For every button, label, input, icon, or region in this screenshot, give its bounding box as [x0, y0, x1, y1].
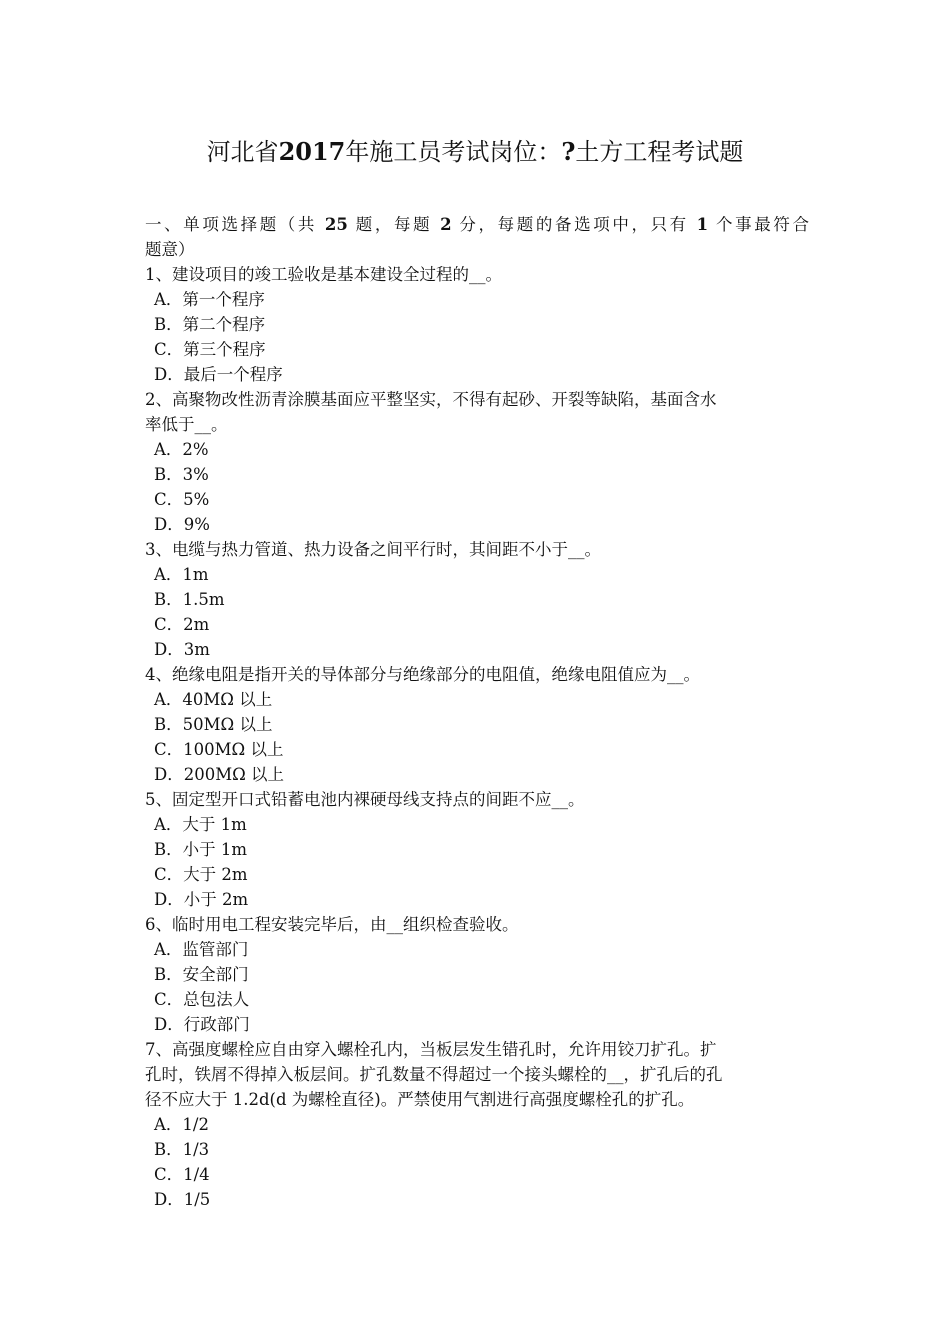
exam-content: [145, 212, 809, 1212]
question-4-option-a: A．40MΩ 以上: [154, 690, 273, 709]
question-5-option-a: A．大于 1m: [154, 815, 247, 834]
question-3-text: 3、电缆与热力管道、热力设备之间平行时，其间距不小于__。: [145, 540, 601, 559]
question-1-option-c: C．第三个程序: [154, 340, 266, 359]
question-5-option-d: D．小于 2m: [154, 890, 249, 909]
question-3-option-d: D．3m: [154, 640, 210, 659]
title-part-3: 土方工程考试题: [575, 138, 744, 166]
question-4-option-b: B．50MΩ 以上: [154, 715, 273, 734]
question-2-option-b: B．3%: [154, 465, 209, 484]
section-one: 1: [696, 215, 709, 234]
title-year: 2017: [278, 137, 346, 166]
question-7-option-d: D．1/5: [154, 1190, 211, 1209]
question-6-option-b: B．安全部门: [154, 965, 249, 984]
question-5-option-c: C．大于 2m: [154, 865, 248, 884]
section-heading: [145, 212, 809, 237]
section-question-count: 25: [324, 215, 348, 234]
question-6-option-a: A．监管部门: [154, 940, 249, 959]
question-4-option-c: C．100MΩ 以上: [154, 740, 284, 759]
question-7-text-line-3: 径不应大于 1.2d(d 为螺栓直径)。严禁使用气割进行高强度螺栓孔的扩孔。: [145, 1090, 695, 1109]
question-3-option-b: B．1.5m: [154, 590, 225, 609]
question-6-text: 6、临时用电工程安装完毕后，由__组织检查验收。: [145, 915, 519, 934]
section-heading-line-2: 题意）: [145, 240, 195, 259]
question-5-text: 5、固定型开口式铅蓄电池内裸硬母线支持点的间距不应__。: [145, 790, 585, 809]
question-2-option-a: A．2%: [154, 440, 209, 459]
section-lead: 一、单项选择题（共: [145, 215, 325, 234]
question-6-option-c: C．总包法人: [154, 990, 250, 1009]
question-4-text: 4、绝缘电阻是指开关的导体部分与绝缘部分的电阻值，绝缘电阻值应为__。: [145, 665, 700, 684]
title-part-1: 河北省: [206, 138, 279, 166]
question-1-option-d: D．最后一个程序: [154, 365, 283, 384]
question-1-option-a: A．第一个程序: [154, 290, 265, 309]
question-7-option-b: B．1/3: [154, 1140, 210, 1159]
question-7-text-line-2: 孔时，铁屑不得掉入板层间。扩孔数量不得超过一个接头螺栓的__，扩孔后的孔: [145, 1065, 723, 1084]
question-2-option-c: C．5%: [154, 490, 210, 509]
section-tail: 个事最符合: [708, 215, 809, 234]
question-2-option-d: D．9%: [154, 515, 210, 534]
question-2-text-line-2: 率低于__。: [145, 415, 228, 434]
document-title: [0, 136, 950, 168]
question-6-option-d: D．行政部门: [154, 1015, 250, 1034]
title-question-mark: ?: [561, 137, 576, 166]
question-3-option-a: A．1m: [154, 565, 209, 584]
question-1-option-b: B．第二个程序: [154, 315, 266, 334]
question-3-option-c: C．2m: [154, 615, 210, 634]
section-score: 2: [440, 215, 452, 234]
question-7-option-a: A．1/2: [154, 1115, 209, 1134]
title-part-2: 年施工员考试岗位：: [345, 138, 562, 166]
question-5-option-b: B．小于 1m: [154, 840, 248, 859]
question-7-text-line-1: 7、高强度螺栓应自由穿入螺栓孔内，当板层发生错孔时，允许用铰刀扩孔。扩: [145, 1040, 717, 1059]
question-4-option-d: D．200MΩ 以上: [154, 765, 285, 784]
question-2-text-line-1: 2、高聚物改性沥青涂膜基面应平整坚实，不得有起砂、开裂等缺陷，基面含水: [145, 390, 717, 409]
question-7-option-c: C．1/4: [154, 1165, 210, 1184]
question-1-text: 1、建设项目的竣工验收是基本建设全过程的__。: [145, 265, 502, 284]
section-mid-1: 题，每题: [347, 215, 441, 234]
section-mid-2: 分，每题的备选项中，只有: [451, 215, 697, 234]
